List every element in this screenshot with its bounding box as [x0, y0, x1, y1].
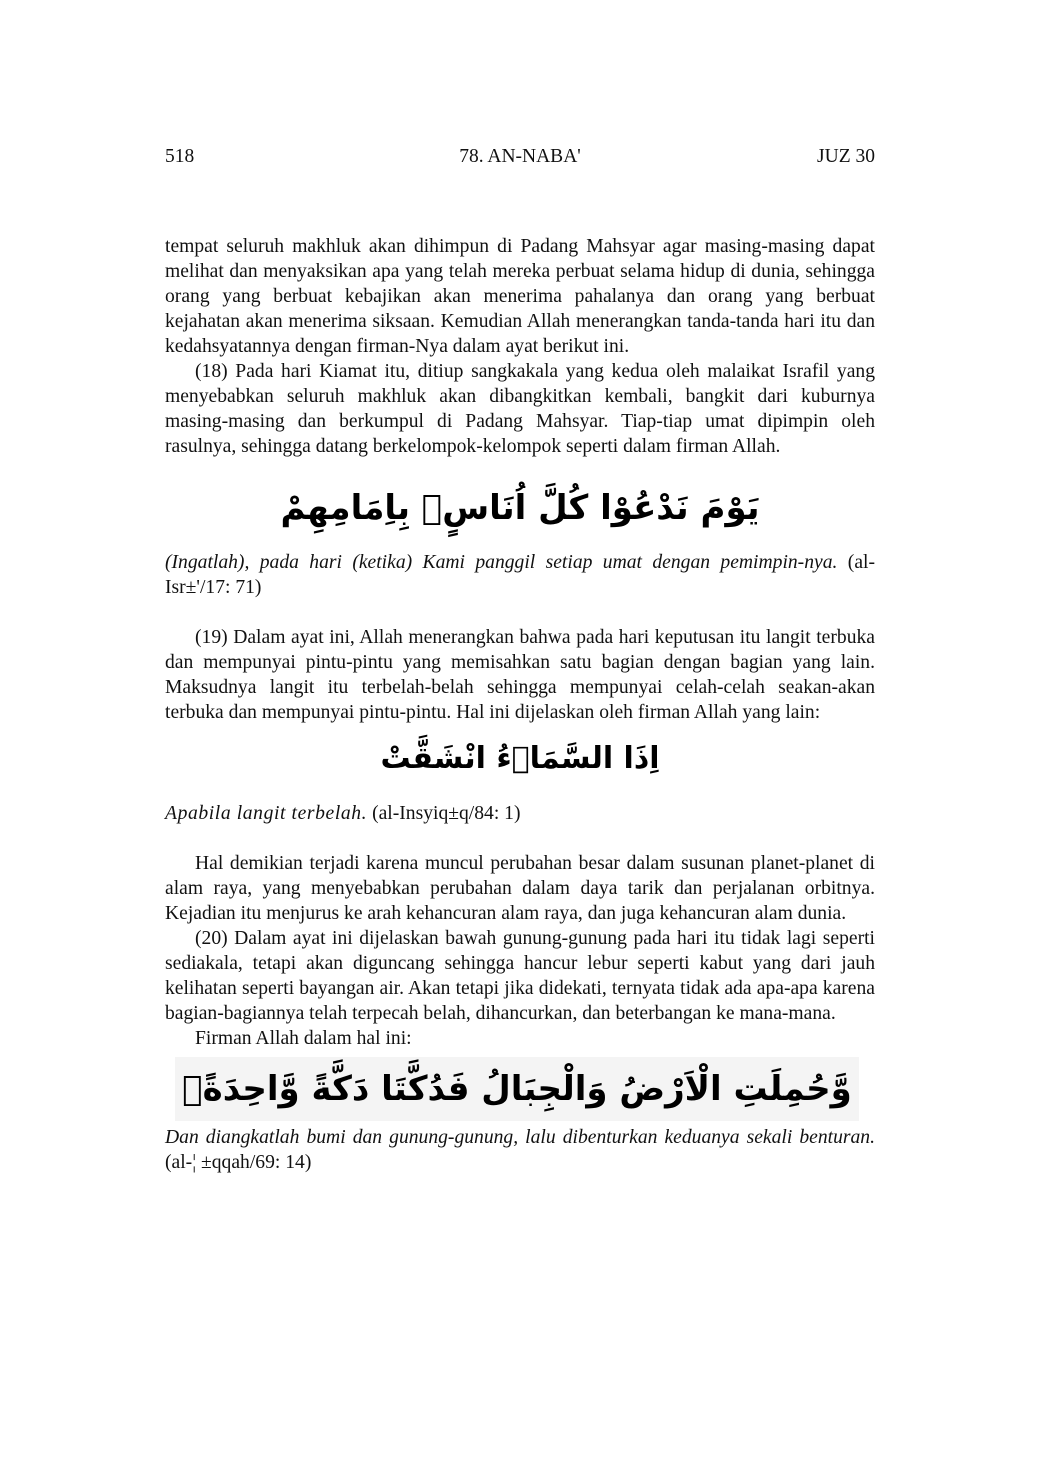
- page: [165, 0, 875, 1475]
- paragraph-continuation: tempat seluruh makhluk akan dihimpun di Padang Mahsyar agar masing-masing dapat melihat dan menyaksikan apa yang telah mereka perbuat selama hidup di dunia, sehingga orang yang berbuat kebajikan akan menerima pahalanya dan orang yang berbuat kejahatan akan menerima siksaan. Kemudian Allah menerangkan tanda-tanda hari itu dan kedahsyatannya dengan firman-Nya dalam ayat berikut ini.: [165, 236, 875, 357]
- verse-2-reference: (al-Insyiq±q/84: 1): [372, 803, 521, 824]
- verse-1-translation-text: (Ingatlah), pada hari (ketika) Kami panggil setiap umat dengan pemimpin-nya.: [165, 552, 838, 573]
- verse-3-translation: [165, 1125, 875, 1175]
- verse-1-reference: (al-Isr±'/17: 71): [165, 552, 875, 598]
- running-header: [165, 146, 875, 174]
- arabic-verse-3: وَّحُمِلَتِ الْاَرْضُ وَالْجِبَالُ فَدُكَّتَا دَكَّةً وَّاحِدَةًۙ: [175, 1057, 859, 1121]
- arabic-verse-1: يَوْمَ نَدْعُوْا كُلَّ اُنَاسٍۢ بِاِمَامِهِمْ: [280, 488, 760, 528]
- verse-1-translation: [165, 550, 875, 600]
- paragraph-explanation: Hal demikian terjadi karena muncul perubahan besar dalam susunan planet-planet di alam raya, yang menyebabkan perubahan dalam daya tarik dan perjalanan orbitnya. Kejadian itu menjurus ke arah kehancuran alam raya, dan juga kehancuran alam dunia.: [165, 853, 875, 924]
- body-text: [165, 234, 875, 1175]
- chapter-title: 78. AN-NABA': [459, 146, 581, 167]
- paragraph-firman: Firman Allah dalam hal ini:: [195, 1028, 412, 1049]
- verse-3-translation-text: Dan diangkatlah bumi dan gunung-gunung, lalu dibenturkan keduanya sekali benturan.: [165, 1127, 875, 1148]
- verse-2-translation: [165, 801, 875, 826]
- verse-3-reference: (al-¦ ±qqah/69: 14): [165, 1152, 312, 1173]
- juz-label: JUZ 30: [817, 146, 875, 167]
- paragraph-18: (18) Pada hari Kiamat itu, ditiup sangkakala yang kedua oleh malaikat Israfil yang menyebabkan seluruh makhluk akan dibangkitkan kembali, bangkit dari kuburnya masing-masing dan berkumpul di Padang Mahsyar. Tiap-tiap umat dipimpin oleh rasulnya, sehingga datang berkelompok-kelompok seperti dalam firman Allah.: [165, 361, 875, 457]
- paragraph-19: (19) Dalam ayat ini, Allah menerangkan bahwa pada hari keputusan itu langit terbuka dan mempunyai pintu-pintu yang memisahkan satu bagian dengan bagian yang lain. Maksudnya langit itu terbelah-belah sehingga mempunyai celah-celah seakan-akan terbuka dan mempunyai pintu-pintu. Hal ini dijelaskan oleh firman Allah yang lain:: [165, 627, 875, 723]
- page-number: 518: [165, 146, 195, 167]
- paragraph-20: (20) Dalam ayat ini dijelaskan bawah gunung-gunung pada hari itu tidak lagi seperti sediakala, tetapi akan diguncang sehingga hancur lebur seperti kabut yang dari jauh kelihatan seperti bayangan air. Akan tetapi jika didekati, ternyata tidak ada apa-apa karena bagian-bagiannya telah terpecah belah, dihancurkan, dan beterbangan ke mana-mana.: [165, 928, 875, 1024]
- arabic-verse-2: اِذَا السَّمَاۤءُ انْشَقَّتْ: [380, 741, 660, 776]
- verse-2-translation-text: Apabila langit terbelah.: [165, 803, 368, 824]
